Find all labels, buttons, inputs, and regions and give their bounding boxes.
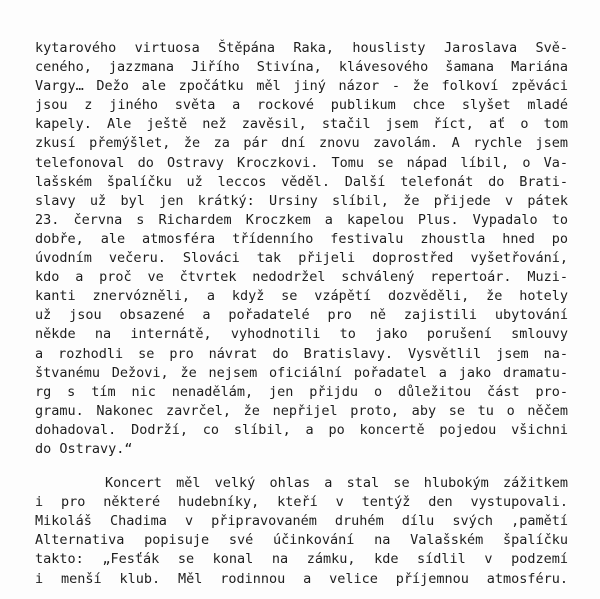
- text-line: kapely. Ale ještě než zavěsil, stačil jsem říct, ať o tom: [35, 116, 568, 133]
- text-line: kanti znervózněli, a když se vzápětí dozvěděli, že hotely: [35, 288, 568, 305]
- text-line: dobře, ale atmosféra třídenního festivalu zhoustla hned po: [35, 230, 568, 247]
- text-line: gramu. Nakonec zavrčel, že nepřijel proto, aby se tu o něčem: [35, 402, 568, 419]
- text-line: 23. června s Richardem Kroczkem a kapelou Plus. Vypadalo to: [35, 211, 568, 228]
- text-line: zkusí přemýšlet, že za pár dní znovu zavolám. A rychle jsem: [35, 135, 568, 152]
- text-line: Alternativa popisuje své účinkování na Valašském špalíčku: [35, 532, 568, 549]
- text-line: i menší klub. Měl rodinnou a velice příjemnou atmosféru.: [35, 570, 568, 587]
- text-line: už jsou obsazené a pořadatelé pro ně zajistili ubytování: [35, 307, 568, 324]
- text-line: slavy už byl jen krátký: Ursiny slíbil, že přijede v pátek: [35, 192, 568, 209]
- text-line: do Ostravy.“: [35, 440, 133, 457]
- text-line: ceného, jazzmana Jiřího Stivína, klávesového šamana Mariána: [35, 59, 568, 76]
- text-line: i pro některé hudebníky, kteří v tentýž den vystupovali.: [35, 494, 568, 511]
- text-line: kytarového virtuosa Štěpána Raka, houslisty Jaroslava Svě-: [35, 40, 568, 56]
- text-line: úvodním večeru. Slováci tak přijeli doprostřed vyšetřování,: [35, 250, 568, 267]
- text-line: lašském špalíčku už leccos věděl. Další telefonát do Brati-: [35, 173, 568, 190]
- text-line: jsou z jiného světa a rockové publikum chce slyšet mladé: [35, 97, 568, 114]
- paragraph-1: [35, 39, 568, 459]
- paragraph-2: [35, 474, 568, 589]
- text-line: telefonoval do Ostravy Kroczkovi. Tomu se nápad líbil, o Va-: [35, 154, 568, 171]
- text-line: rg s tím nic nenadělám, jen přijdu o důležitou část pro-: [35, 383, 568, 400]
- text-line: takto: „Fesťák se konal na zámku, kde sídlil v podzemí: [35, 551, 568, 568]
- text-line: někde na internátě, vyhodnotili to jako porušení smlouvy: [35, 326, 568, 343]
- text-line: dohadoval. Dodrží, co slíbil, a po koncertě pojedou všichni: [35, 421, 568, 438]
- text-line: Vargy… Dežo ale zpočátku měl jiný názor - že folkoví zpěváci: [35, 78, 568, 95]
- text-line: Mikoláš Chadima v připravovaném druhém dílu svých ‚pamětí: [35, 513, 568, 530]
- text-line: štvanému Dežovi, že nejsem oficiální pořadatel a jako dramatu-: [35, 364, 568, 381]
- paragraph-spacer: [35, 459, 568, 474]
- page-text: [35, 39, 568, 589]
- text-line: kdo a proč ve čtvrtek nedodržel schválený repertoár. Muzi-: [35, 269, 568, 286]
- text-line: Koncert měl velký ohlas a stal se hlubokým zážitkem: [105, 475, 568, 492]
- text-line: a rozhodli se pro návrat do Bratislavy. Vysvětlil jsem na-: [35, 345, 568, 362]
